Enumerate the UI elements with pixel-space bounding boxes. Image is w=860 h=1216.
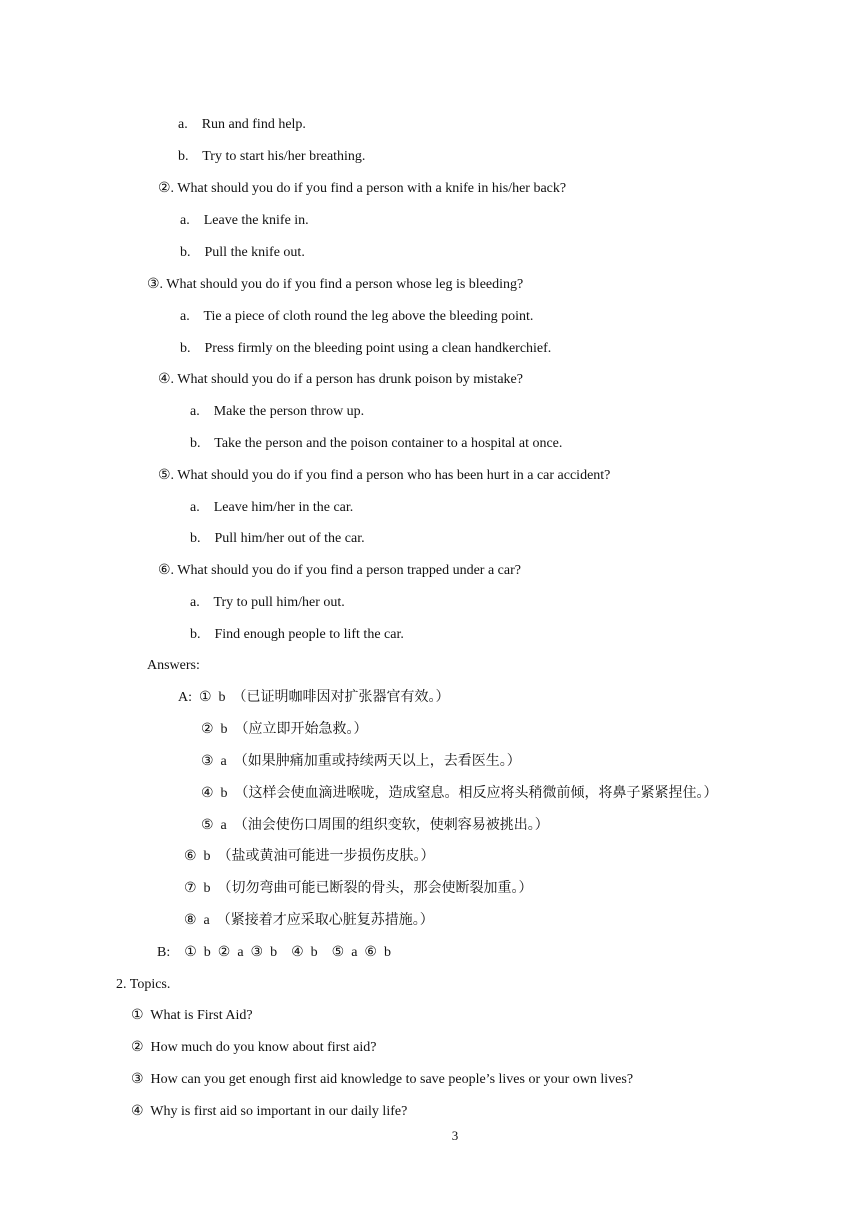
q1-option-b: b. Try to start his/her breathing. bbox=[178, 149, 366, 164]
q6-question: ⑥. What should you do if you find a person trapped under a car? bbox=[158, 563, 521, 578]
answer-a4: ④ b （这样会使血滴进喉咙，造成窒息。相反应将头稍微前倾，将鼻子紧紧捏住。） bbox=[201, 786, 718, 801]
q4-option-a: a. Make the person throw up. bbox=[190, 404, 365, 419]
answer-a3: ③ a （如果肿痛加重或持续两天以上，去看医生。） bbox=[201, 754, 521, 769]
topic-item: ③ How can you get enough first aid knowledge to save people’s lives or your own lives? bbox=[131, 1072, 634, 1087]
q6-option-a: a. Try to pull him/her out. bbox=[190, 595, 345, 610]
topic-item: ② How much do you know about first aid? bbox=[131, 1040, 377, 1055]
answer-a1: A: ① b （已证明咖啡因对扩张器官有效。） bbox=[178, 690, 450, 705]
topic-item: ① What is First Aid? bbox=[131, 1008, 253, 1023]
answer-b-line: B: ① b ② a ③ b ④ b ⑤ a ⑥ b bbox=[157, 945, 391, 960]
q2-option-b: b. Pull the knife out. bbox=[180, 245, 305, 260]
answer-a5: ⑤ a （油会使伤口周围的组织变软，使刺容易被挑出。） bbox=[201, 818, 549, 833]
q2-question: ②. What should you do if you find a person with a knife in his/her back? bbox=[158, 181, 567, 196]
topic-item: ④ Why is first aid so important in our daily life? bbox=[131, 1104, 408, 1119]
q4-question: ④. What should you do if a person has drunk poison by mistake? bbox=[158, 372, 523, 387]
answer-a6: ⑥ b （盐或黄油可能进一步损伤皮肤。） bbox=[184, 849, 435, 864]
q3-option-a: a. Tie a piece of cloth round the leg above the bleeding point. bbox=[180, 309, 534, 324]
page-number: 3 bbox=[451, 1128, 459, 1143]
q5-question: ⑤. What should you do if you find a person who has been hurt in a car accident? bbox=[158, 468, 611, 483]
q5-option-b: b. Pull him/her out of the car. bbox=[190, 531, 365, 546]
answer-a7: ⑦ b （切勿弯曲可能已断裂的骨头，那会使断裂加重。） bbox=[184, 881, 533, 896]
answer-a2: ② b （应立即开始急救。） bbox=[201, 722, 368, 737]
q6-option-b: b. Find enough people to lift the car. bbox=[190, 627, 404, 642]
answers-heading: Answers: bbox=[147, 658, 200, 673]
q3-option-b: b. Press firmly on the bleeding point using a clean handkerchief. bbox=[180, 341, 552, 356]
q3-question: ③. What should you do if you find a person whose leg is bleeding? bbox=[147, 277, 524, 292]
topics-heading: 2. Topics. bbox=[116, 977, 171, 992]
answer-a8: ⑧ a （紧接着才应采取心脏复苏措施。） bbox=[184, 913, 434, 928]
q4-option-b: b. Take the person and the poison container to a hospital at once. bbox=[190, 436, 563, 451]
q1-option-a: a. Run and find help. bbox=[178, 117, 306, 132]
q5-option-a: a. Leave him/her in the car. bbox=[190, 500, 354, 515]
q2-option-a: a. Leave the knife in. bbox=[180, 213, 309, 228]
